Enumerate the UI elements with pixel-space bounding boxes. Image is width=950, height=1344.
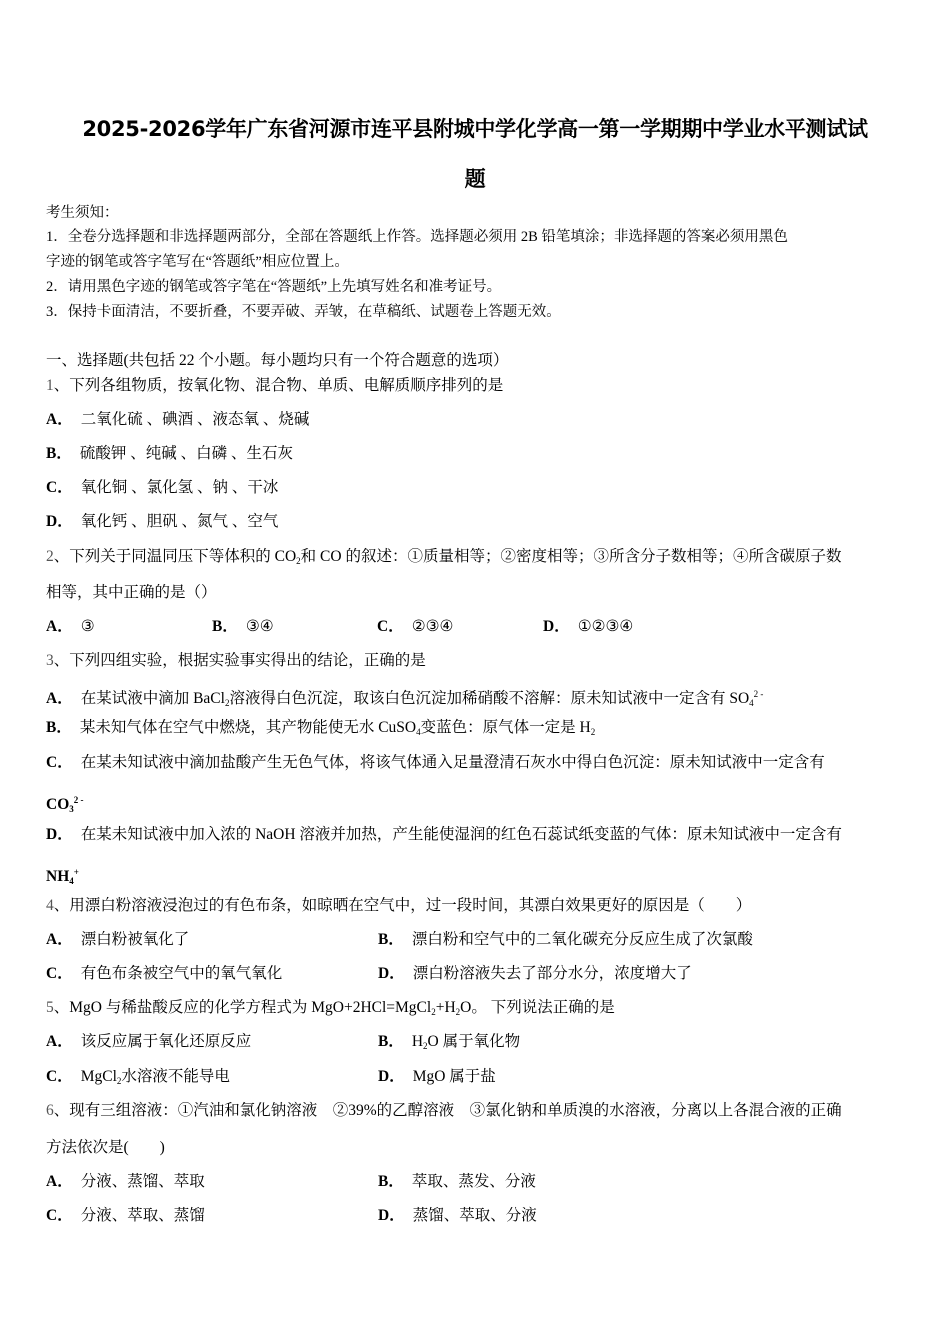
question-1-option-d: D． 氧化钙 、胆矾 、氮气 、空气 — [46, 513, 279, 530]
question-4-option-b: B． 漂白粉和空气中的二氧化碳充分反应生成了次氯酸 — [378, 931, 753, 948]
question-1-option-a: A． 二氧化硫 、碘酒 、液态氧 、烧碱 — [46, 411, 310, 428]
question-3-option-c-continued: $CO_3^{2 -}$ — [46, 795, 84, 814]
question-2-option-c: C． ②③④ — [377, 618, 454, 635]
question-3-option-c: C． 在某未知试液中滴加盐酸产生无色气体，将该气体通入足量澄清石灰水中得白色沉淀：原未知试液中一定含有 — [46, 754, 825, 771]
question-5-option-d: D． MgO 属于盐 — [378, 1068, 496, 1085]
page-title: 2025-2026学年广东省河源市连平县附城中学化学高一第一学期期中学业水平测试试 — [82, 117, 868, 141]
notice-item: 3．保持卡面清洁，不要折叠，不要弄破、弄皱，在草稿纸、试题卷上答题无效。 — [46, 304, 561, 320]
question-5-stem: 5、MgO 与稀盐酸反应的化学方程式为 $MgO+2HCl=MgCl_2+H_2O$。 下列说法正确的是 — [46, 999, 615, 1017]
question-3-stem: 3、下列四组实验，根据实验事实得出的结论，正确的是 — [46, 652, 426, 669]
question-2-stem-continued: 相等，其中正确的是（） — [46, 584, 217, 601]
section-heading: 一、选择题(共包括 22 个小题。每小题均只有一个符合题意的选项） — [46, 352, 509, 369]
question-1-stem: 1、下列各组物质，按氧化物、混合物、单质、电解质顺序排列的是 — [46, 377, 504, 394]
question-6-option-d: D． 蒸馏、萃取、分液 — [378, 1207, 537, 1224]
notice-heading: 考生须知： — [46, 205, 119, 221]
question-4-option-a: A． 漂白粉被氧化了 — [46, 931, 190, 948]
question-6-stem: 6、现有三组溶液：①汽油和氯化钠溶液 ②39%的乙醇溶液 ③氯化钠和单质溴的水溶液，分离以上各混合液的正确 — [46, 1102, 842, 1119]
question-3-option-b: B． 某未知气体在空气中燃烧，其产物能使无水 CuSO$_4$变蓝色：原气体一定是 $H_2$ — [46, 719, 596, 737]
question-6-option-a: A． 分液、蒸馏、萃取 — [46, 1173, 205, 1190]
question-1-option-c: C． 氧化铜 、氯化氢 、钠 、干冰 — [46, 479, 279, 496]
question-6-option-c: C． 分液、萃取、蒸馏 — [46, 1207, 205, 1224]
question-1-option-b: B． 硫酸钾 、纯碱 、白磷 、生石灰 — [46, 445, 293, 462]
question-2-option-a: A． ③ — [46, 618, 95, 635]
question-3-option-d: D． 在某未知试液中加入浓的 NaOH 溶液并加热，产生能使湿润的红色石蕊试纸变蓝的气体：原未知试液中一定含有 — [46, 826, 842, 843]
question-6-options-row-1 — [46, 1172, 906, 1192]
question-6-options-row-2 — [46, 1206, 906, 1226]
question-4-options-row-2 — [46, 964, 906, 984]
page-title-continued: 题 — [464, 167, 486, 191]
question-4-option-d: D． 漂白粉溶液失去了部分水分，浓度增大了 — [378, 965, 692, 982]
notice-item: 字迹的钢笔或答字笔写在“答题纸”相应位置上。 — [46, 254, 349, 270]
question-5-option-a: A． 该反应属于氧化还原反应 — [46, 1033, 252, 1050]
question-5-option-b: B． $H_2O$ 属于氧化物 — [378, 1033, 521, 1051]
notice-item: 2．请用黑色字迹的钢笔或答字笔在“答题纸”上先填写姓名和准考证号。 — [46, 279, 502, 295]
question-5-options-row-2 — [46, 1067, 906, 1091]
question-2-option-b: B． ③④ — [212, 618, 274, 635]
question-number: 1 — [46, 377, 54, 394]
notice-item: 1．全卷分选择题和非选择题两部分，全部在答题纸上作答。选择题必须用 2B 铅笔填涂；非选择题的答案必须用黑色 — [46, 229, 788, 245]
question-4-stem: 4、用漂白粉溶液浸泡过的有色布条，如晾晒在空气中，过一段时间，其漂白效果更好的原因是（ ） — [46, 897, 752, 914]
question-4-options-row-1 — [46, 930, 906, 950]
question-5-option-c: C． MgCl$_2$水溶液不能导电 — [46, 1068, 230, 1086]
question-2-stem: 2、下列关于同温同压下等体积的 $CO_2$和 CO 的叙述：①质量相等；②密度相等；③所含分子数相等；④所含碳原子数 — [46, 548, 842, 566]
question-3-option-d-continued: $NH_4^+$ — [46, 867, 79, 886]
question-2-option-d: D． ①②③④ — [543, 618, 634, 635]
question-6-option-b: B． 萃取、蒸发、分液 — [378, 1173, 536, 1190]
question-3-option-a: A． 在某试液中滴加 BaCl$_2$溶液得白色沉淀，取该白色沉淀加稀硝酸不溶解：原未知试液中一定含有 $SO_4^{2 -}$ — [46, 689, 764, 708]
question-5-options-row-1 — [46, 1032, 906, 1052]
question-4-option-c: C． 有色布条被空气中的氧气氧化 — [46, 965, 283, 982]
question-6-stem-continued: 方法依次是( ) — [46, 1139, 165, 1156]
